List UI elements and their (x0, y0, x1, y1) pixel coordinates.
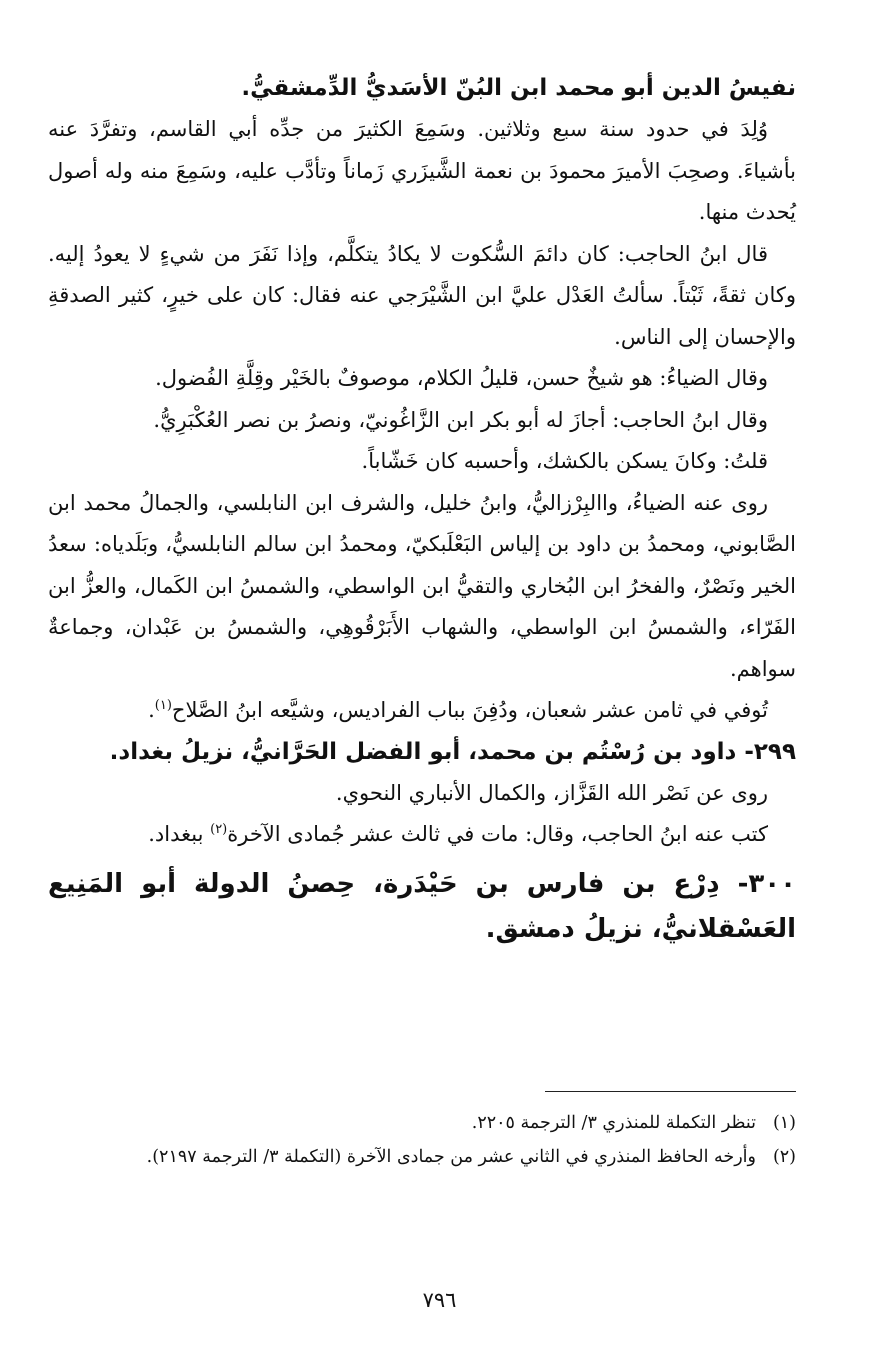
footnote-number: (٢) (772, 1147, 796, 1167)
death-end: . (148, 698, 155, 722)
paragraph-narrators: روى عنه الضياءُ، واالبِرْزاليُّ، وابنُ خليل، والشرف ابن النابلسي، والجمالُ محمد ابن الصَّابوني، ومحمدُ بن داود بن إلياس البَعْلَبكيّ، ومحمدُ ابن سالم النابلسيُّ، وبَلَدياه: سعدُ الخير ونَصْرٌ، والفخرُ ابن البُخاري والتقيُّ ابن الواسطي، والشمسُ ابن الكَمال، والعزُّ ابن الفَرّاء، والشمسُ ابن الواسطي، والشهاب الأَبَرْقُوهِي، والشمسُ بن عَبْدان، وجماعةٌ سواهم. (48, 490, 796, 681)
death-text: تُوفي في ثامن عشر شعبان، ودُفِنَ بباب الفراديس، وشيَّعه ابنُ الصَّلاح (171, 698, 768, 722)
footnote-2 (48, 1140, 796, 1174)
entry-heading-nafis-al-din: نفيسُ الدين أبو محمد ابن البُنّ الأسَديُّ الدِّمشقيُّ. (241, 75, 796, 101)
paragraph-qultu: قلتُ: وكانَ يسكن بالكشك، وأحسبه كان خَشّاباً. (361, 449, 768, 473)
paragraph-ijaza: وقال ابنُ الحاجب: أجازَ له أبو بكر ابن الزَّاغُونيّ، ونصرُ بن نصر العُكْبَرِيُّ. (153, 407, 768, 432)
paragraph-299-narration: روى عن نَصْر الله القَزَّاز، والكمال الأنباري النحوي. (335, 780, 768, 805)
paragraph-death (48, 690, 796, 732)
footnote-number: (١) (772, 1113, 796, 1133)
entry-heading-300: ٣٠٠- دِرْع بن فارس بن حَيْدَرة، حِصنُ الدولة أبو المَنِيع العَسْقلانيُّ، نزيلُ دمشق. (48, 868, 796, 944)
entry-299-death-text: كتب عنه ابنُ الحاجب، وقال: مات في ثالث عشر جُمادى الآخرة (227, 822, 768, 846)
footnote-1 (48, 1106, 796, 1140)
entry-299-death-end: ببغداد. (148, 822, 211, 846)
footnote-text: وأرخه الحافظ المنذري في الثاني عشر من جمادى الآخرة (التكملة ٣/ الترجمة ٢١٩٧). (146, 1147, 756, 1167)
footnote-ref-2[interactable]: (٢) (210, 822, 228, 837)
entry-heading-299: ٢٩٩- داود بن رُسْتُم بن محمد، أبو الفضل الحَرَّانيُّ، نزيلُ بغداد. (109, 738, 796, 765)
paragraph-al-diya: وقال الضياءُ: هو شيخٌ حسن، قليلُ الكلام، موصوفٌ بالخَيْر وقِلَّةِ الفُضول. (155, 366, 768, 390)
page-body (48, 68, 796, 952)
paragraph-birth: وُلِدَ في حدود سنة سبع وثلاثين. وسَمِعَ الكثيرَ من جدِّه أبي القاسم، وتفرَّدَ عنه بأشياءَ. وصحِبَ الأميرَ محمودَ بن نعمة الشَّيزَري زَماناً وتأدَّب عليه، وسَمِعَ منه وله أصول يُحدث منها. (48, 117, 796, 224)
paragraph-ibn-al-hajib: قال ابنُ الحاجب: كان دائمَ السُّكوت لا يكادُ يتكلَّم، وإذا نَفَرَ من شيءٍ لا يعودُ إليه. وكان ثقةً، ثَبْتاً. سألتُ العَدْل عليَّ ابن الشَّيْرَجي عنه فقال: كان على خيرٍ، كثير الصدقةِ والإحسان إلى الناس. (48, 241, 796, 349)
footnote-text: تنظر التكملة للمنذري ٣/ الترجمة ٢٢٠٥. (471, 1113, 756, 1133)
footnotes (48, 1106, 796, 1174)
paragraph-299-death (48, 814, 796, 856)
page-number: ٧٩٦ (422, 1288, 457, 1312)
footnote-ref-1[interactable]: (١) (154, 698, 172, 713)
footnote-divider (545, 1091, 796, 1092)
